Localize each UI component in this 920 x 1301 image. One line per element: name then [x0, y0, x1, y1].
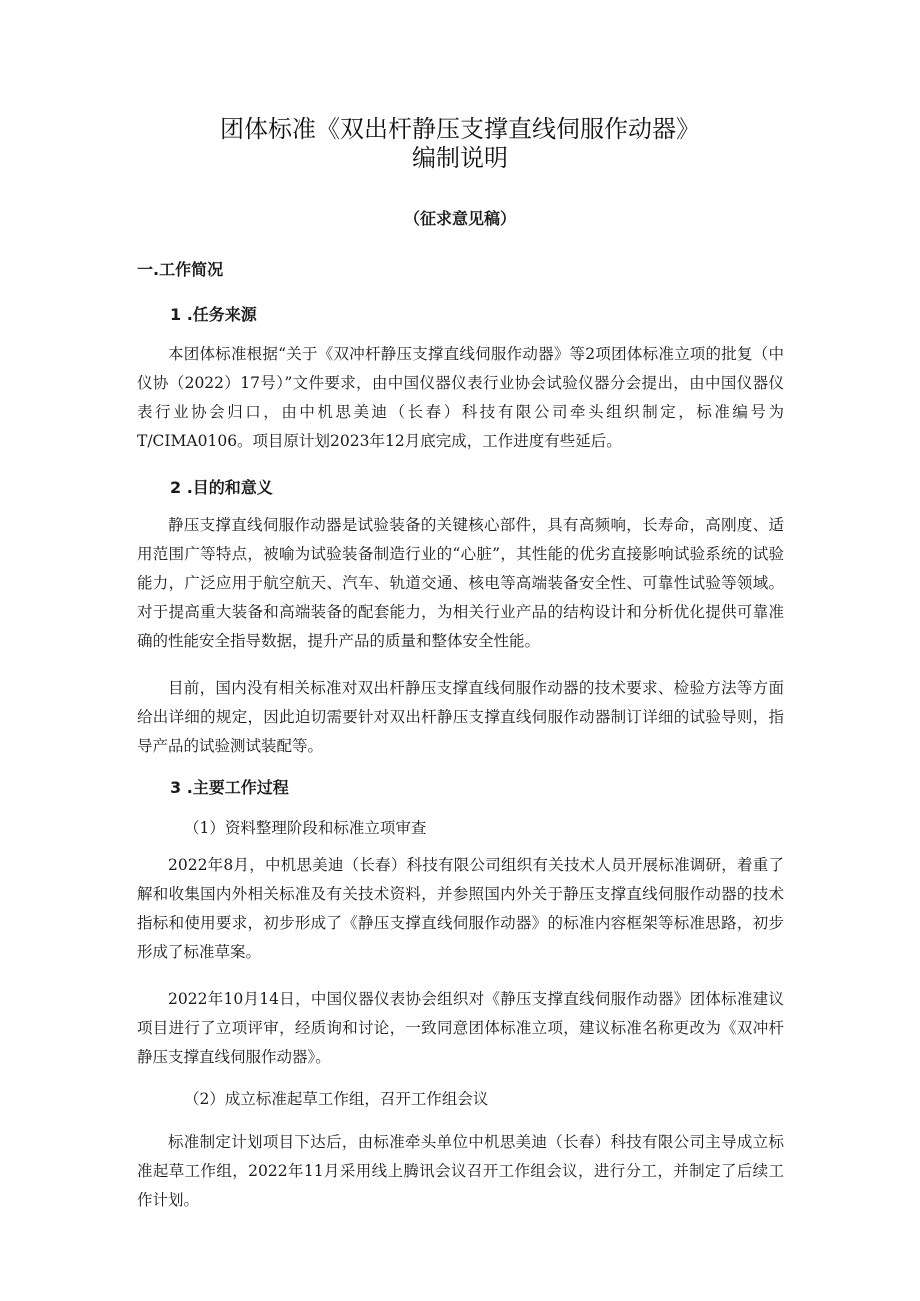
section-heading-work-overview: 一.工作简况 — [137, 260, 224, 279]
paragraph-working-group-1: 标准制定计划项目下达后，由标准牵头单位中机思美迪（长春）科技有限公司主导成立标准起草工作组，2022年11月采用线上腾讯会议召开工作组会议，进行分工，并制定了后续工作计划。 — [137, 1133, 784, 1209]
document-title-line1: 团体标准《双出杆静压支撑直线伺服作动器》 — [220, 115, 700, 143]
step-heading-material-review: （1）资料整理阶段和标准立项审查 — [184, 819, 427, 837]
document-subtitle: （征求意见稿） — [403, 209, 516, 228]
paragraph-task-source: 本团体标准根据“关于《双冲杆静压支撑直线伺服作动器》等2项团体标准立项的批复（中仪协（2022）17号）”文件要求，由中国仪器仪表行业协会试验仪器分会提出，由中国仪器仪表行业协会归口，由中机思美迪（长春）科技有限公司牵头组织制定，标准编号为T/CIMA0106。项目原计划2023年12月底完成，工作进度有些延后。 — [137, 345, 784, 450]
paragraph-material-review-1: 2022年8月，中机思美迪（长春）科技有限公司组织有关技术人员开展标准调研，着重了解和收集国内外相关标准及有关技术资料，并参照国内外关于静压支撑直线伺服作动器的技术指标和使用要求，初步形成了《静压支撑直线伺服作动器》的标准内容框架等标准思路，初步形成了标准草案。 — [137, 856, 784, 961]
paragraph-material-review-2: 2022年10月14日，中国仪器仪表协会组织对《静压支撑直线伺服作动器》团体标准建议项目进行了立项评审，经质询和讨论，一致同意团体标准立项，建议标准名称更改为《双冲杆静压支撑直线伺服作动器》。 — [137, 990, 784, 1066]
subsection-heading-purpose: 2 .目的和意义 — [170, 478, 273, 497]
paragraph-purpose-1: 静压支撑直线伺服作动器是试验装备的关键核心部件，具有高频响，长寿命，高刚度、适用范围广等特点，被喻为试验装备制造行业的“心脏”，其性能的优劣直接影响试验系统的试验能力，广泛应用于航空航天、汽车、轨道交通、核电等高端装备安全性、可靠性试验等领域。对于提高重大装备和高端装备的配套能力，为相关行业产品的结构设计和分析优化提供可靠准确的性能安全指导数据，提升产品的质量和整体安全性能。 — [137, 516, 784, 650]
subsection-heading-work-process: 3 .主要工作过程 — [170, 778, 289, 797]
document-title-line2: 编制说明 — [412, 144, 508, 172]
step-heading-working-group: （2）成立标准起草工作组，召开工作组会议 — [184, 1090, 489, 1108]
paragraph-purpose-2: 目前，国内没有相关标准对双出杆静压支撑直线伺服作动器的技术要求、检验方法等方面给出详细的规定，因此迫切需要针对双出杆静压支撑直线伺服作动器制订详细的试验导则，指导产品的试验测试装配等。 — [137, 679, 784, 755]
subsection-heading-task-source: 1 .任务来源 — [170, 305, 257, 324]
